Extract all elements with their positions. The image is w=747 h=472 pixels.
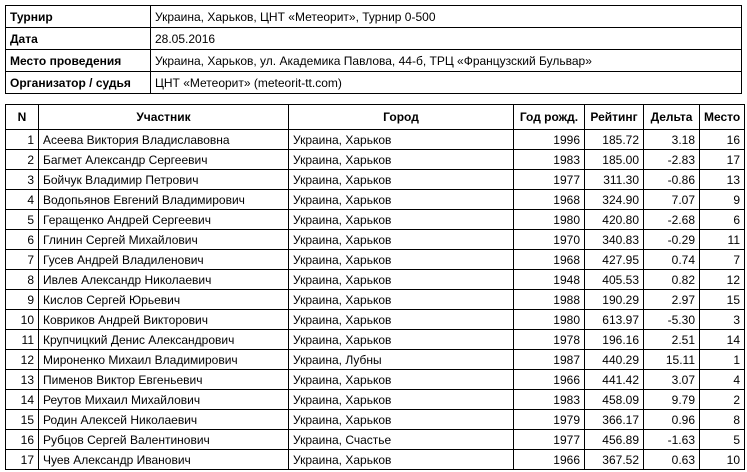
- cell-delta: 3.07: [644, 370, 700, 390]
- header-rating: Рейтинг: [585, 105, 644, 130]
- info-row: [6, 50, 742, 72]
- cell-rating: 311.30: [585, 170, 644, 190]
- cell-participant: Кислов Сергей Юрьевич: [39, 290, 289, 310]
- cell-participant: Мироненко Михаил Владимирович: [39, 350, 289, 370]
- cell-number: 9: [6, 290, 39, 310]
- cell-rating: 324.90: [585, 190, 644, 210]
- cell-delta: 0.96: [644, 410, 700, 430]
- cell-city: Украина, Харьков: [289, 190, 514, 210]
- cell-birth-year: 1987: [514, 350, 585, 370]
- cell-number: 4: [6, 190, 39, 210]
- cell-place: 16: [700, 130, 745, 150]
- cell-participant: Асеева Виктория Владиславовна: [39, 130, 289, 150]
- cell-place: 1: [700, 350, 745, 370]
- cell-number: 17: [6, 450, 39, 470]
- cell-city: Украина, Харьков: [289, 310, 514, 330]
- cell-rating: 185.72: [585, 130, 644, 150]
- cell-number: 5: [6, 210, 39, 230]
- cell-place: 8: [700, 410, 745, 430]
- cell-birth-year: 1980: [514, 210, 585, 230]
- cell-place: 17: [700, 150, 745, 170]
- cell-place: 4: [700, 370, 745, 390]
- cell-delta: 9.79: [644, 390, 700, 410]
- table-row: [6, 150, 745, 170]
- cell-rating: 427.95: [585, 250, 644, 270]
- results-header-row: [6, 105, 745, 130]
- cell-rating: 190.29: [585, 290, 644, 310]
- cell-number: 7: [6, 250, 39, 270]
- cell-rating: 440.29: [585, 350, 644, 370]
- header-n: N: [6, 105, 39, 130]
- table-row: [6, 210, 745, 230]
- cell-birth-year: 1968: [514, 190, 585, 210]
- cell-place: 14: [700, 330, 745, 350]
- cell-delta: 0.63: [644, 450, 700, 470]
- cell-city: Украина, Харьков: [289, 290, 514, 310]
- cell-rating: 456.89: [585, 430, 644, 450]
- header-year: Год рожд.: [514, 105, 585, 130]
- cell-number: 12: [6, 350, 39, 370]
- cell-birth-year: 1970: [514, 230, 585, 250]
- cell-birth-year: 1977: [514, 170, 585, 190]
- cell-rating: 366.17: [585, 410, 644, 430]
- cell-city: Украина, Харьков: [289, 130, 514, 150]
- cell-city: Украина, Лубны: [289, 350, 514, 370]
- info-row: [6, 28, 742, 50]
- info-value: 28.05.2016: [151, 28, 742, 50]
- cell-birth-year: 1966: [514, 370, 585, 390]
- info-label: Место проведения: [6, 50, 151, 72]
- cell-place: 7: [700, 250, 745, 270]
- cell-rating: 441.42: [585, 370, 644, 390]
- cell-place: 5: [700, 430, 745, 450]
- cell-city: Украина, Харьков: [289, 150, 514, 170]
- cell-rating: 196.16: [585, 330, 644, 350]
- cell-city: Украина, Харьков: [289, 450, 514, 470]
- cell-delta: 15.11: [644, 350, 700, 370]
- cell-rating: 340.83: [585, 230, 644, 250]
- table-row: [6, 370, 745, 390]
- cell-participant: Чуев Александр Иванович: [39, 450, 289, 470]
- info-label: Дата: [6, 28, 151, 50]
- cell-number: 10: [6, 310, 39, 330]
- header-delta: Дельта: [644, 105, 700, 130]
- cell-delta: 2.97: [644, 290, 700, 310]
- cell-rating: 613.97: [585, 310, 644, 330]
- cell-participant: Водопьянов Евгений Владимирович: [39, 190, 289, 210]
- cell-delta: 0.74: [644, 250, 700, 270]
- cell-delta: -0.29: [644, 230, 700, 250]
- cell-city: Украина, Харьков: [289, 270, 514, 290]
- cell-rating: 185.00: [585, 150, 644, 170]
- cell-delta: 7.07: [644, 190, 700, 210]
- cell-number: 2: [6, 150, 39, 170]
- cell-participant: Реутов Михаил Михайлович: [39, 390, 289, 410]
- cell-number: 1: [6, 130, 39, 150]
- cell-birth-year: 1983: [514, 150, 585, 170]
- cell-number: 3: [6, 170, 39, 190]
- cell-birth-year: 1988: [514, 290, 585, 310]
- results-table: [5, 104, 745, 470]
- info-value: ЦНТ «Метеорит» (meteorit-tt.com): [151, 72, 742, 94]
- cell-place: 11: [700, 230, 745, 250]
- cell-place: 13: [700, 170, 745, 190]
- cell-number: 6: [6, 230, 39, 250]
- cell-birth-year: 1977: [514, 430, 585, 450]
- cell-number: 11: [6, 330, 39, 350]
- cell-number: 8: [6, 270, 39, 290]
- header-city: Город: [289, 105, 514, 130]
- table-row: [6, 290, 745, 310]
- table-row: [6, 390, 745, 410]
- table-row: [6, 450, 745, 470]
- cell-city: Украина, Харьков: [289, 250, 514, 270]
- cell-participant: Гусев Андрей Владиленович: [39, 250, 289, 270]
- cell-city: Украина, Харьков: [289, 210, 514, 230]
- cell-number: 13: [6, 370, 39, 390]
- table-row: [6, 310, 745, 330]
- info-label: Организатор / судья: [6, 72, 151, 94]
- cell-rating: 458.09: [585, 390, 644, 410]
- cell-delta: -2.68: [644, 210, 700, 230]
- cell-city: Украина, Харьков: [289, 370, 514, 390]
- cell-place: 2: [700, 390, 745, 410]
- cell-number: 15: [6, 410, 39, 430]
- cell-place: 6: [700, 210, 745, 230]
- cell-city: Украина, Харьков: [289, 330, 514, 350]
- table-row: [6, 250, 745, 270]
- info-label: Турнир: [6, 6, 151, 28]
- cell-place: 9: [700, 190, 745, 210]
- cell-birth-year: 1979: [514, 410, 585, 430]
- table-row: [6, 350, 745, 370]
- cell-birth-year: 1983: [514, 390, 585, 410]
- cell-city: Украина, Харьков: [289, 230, 514, 250]
- cell-participant: Ковриков Андрей Викторович: [39, 310, 289, 330]
- table-row: [6, 330, 745, 350]
- cell-delta: -1.63: [644, 430, 700, 450]
- cell-participant: Багмет Александр Сергеевич: [39, 150, 289, 170]
- cell-participant: Глинин Сергей Михайлович: [39, 230, 289, 250]
- cell-delta: -5.30: [644, 310, 700, 330]
- table-row: [6, 130, 745, 150]
- cell-participant: Родин Алексей Николаевич: [39, 410, 289, 430]
- table-row: [6, 270, 745, 290]
- header-place: Место: [700, 105, 745, 130]
- cell-rating: 420.80: [585, 210, 644, 230]
- cell-rating: 367.52: [585, 450, 644, 470]
- cell-birth-year: 1978: [514, 330, 585, 350]
- table-row: [6, 190, 745, 210]
- info-row: [6, 72, 742, 94]
- table-row: [6, 410, 745, 430]
- cell-city: Украина, Счастье: [289, 430, 514, 450]
- cell-participant: Бойчук Владимир Петрович: [39, 170, 289, 190]
- cell-number: 14: [6, 390, 39, 410]
- cell-birth-year: 1948: [514, 270, 585, 290]
- info-value: Украина, Харьков, ЦНТ «Метеорит», Турнир 0-500: [151, 6, 742, 28]
- cell-place: 3: [700, 310, 745, 330]
- cell-city: Украина, Харьков: [289, 390, 514, 410]
- cell-delta: -2.83: [644, 150, 700, 170]
- cell-city: Украина, Харьков: [289, 170, 514, 190]
- table-row: [6, 170, 745, 190]
- cell-birth-year: 1996: [514, 130, 585, 150]
- cell-delta: 2.51: [644, 330, 700, 350]
- info-value: Украина, Харьков, ул. Академика Павлова, 44-б, ТРЦ «Французский Бульвар»: [151, 50, 742, 72]
- info-row: [6, 6, 742, 28]
- cell-place: 12: [700, 270, 745, 290]
- cell-place: 10: [700, 450, 745, 470]
- cell-birth-year: 1968: [514, 250, 585, 270]
- cell-participant: Рубцов Сергей Валентинович: [39, 430, 289, 450]
- cell-rating: 405.53: [585, 270, 644, 290]
- cell-place: 15: [700, 290, 745, 310]
- cell-birth-year: 1966: [514, 450, 585, 470]
- cell-participant: Ивлев Александр Николаевич: [39, 270, 289, 290]
- cell-delta: -0.86: [644, 170, 700, 190]
- table-row: [6, 430, 745, 450]
- tournament-info-table: [5, 5, 742, 94]
- cell-city: Украина, Харьков: [289, 410, 514, 430]
- cell-birth-year: 1980: [514, 310, 585, 330]
- cell-participant: Крупчицкий Денис Александрович: [39, 330, 289, 350]
- cell-delta: 0.82: [644, 270, 700, 290]
- cell-number: 16: [6, 430, 39, 450]
- cell-delta: 3.18: [644, 130, 700, 150]
- cell-participant: Пименов Виктор Евгеньевич: [39, 370, 289, 390]
- header-name: Участник: [39, 105, 289, 130]
- cell-participant: Геращенко Андрей Сергеевич: [39, 210, 289, 230]
- table-row: [6, 230, 745, 250]
